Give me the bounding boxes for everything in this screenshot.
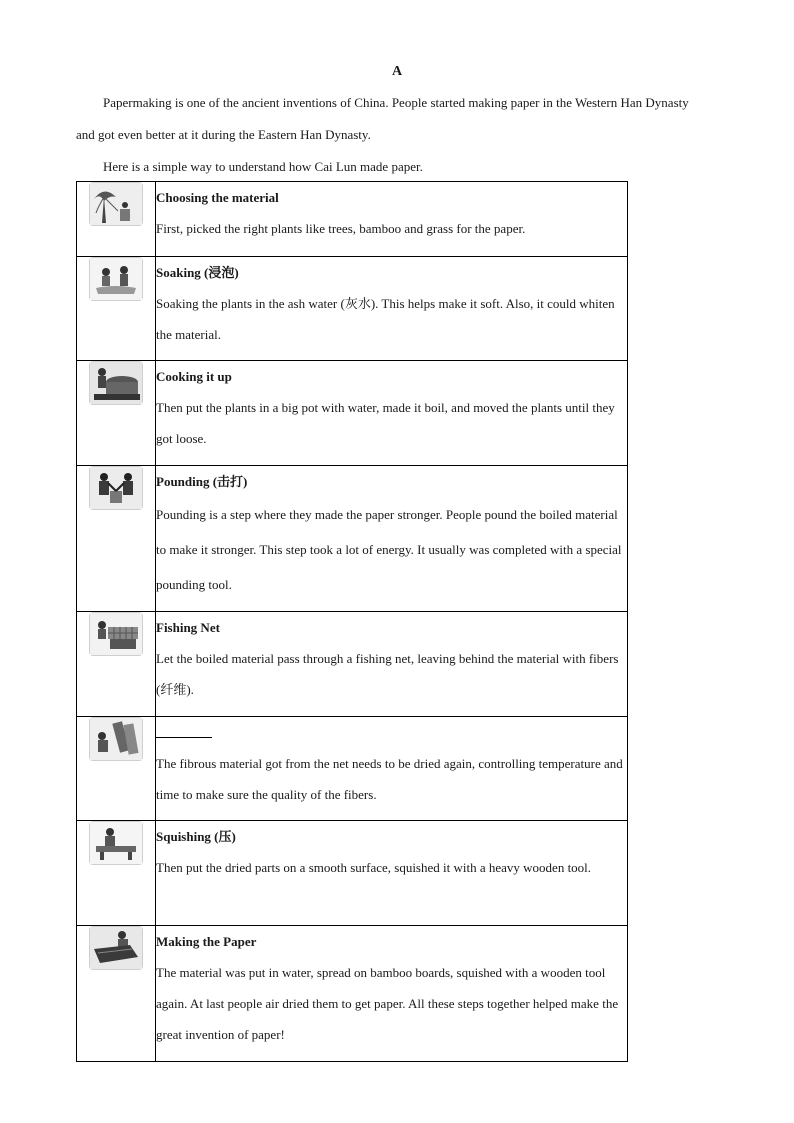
paper-making-illustration-icon [89,926,143,970]
step-title: Choosing the material [156,190,279,205]
step-description: Let the boiled material pass through a fishing net, leaving behind the material with fibers (纤维). [156,651,619,697]
answer-blank[interactable] [156,717,212,738]
pounding-illustration-icon [89,466,143,510]
table-row [77,182,628,257]
cooking-pot-illustration-icon [89,361,143,405]
intro-paragraph-1: Papermaking is one of the ancient inventions of China. People started making paper in the Western Han Dynasty and got even better at it during the Eastern Han Dynasty. [76,95,689,142]
step-title: Soaking (浸泡) [156,265,239,280]
table-row [77,612,628,717]
step-title: Cooking it up [156,369,232,384]
step-description: Then put the plants in a big pot with water, made it boil, and moved the plants until they got loose. [156,400,615,446]
steps-table [76,181,628,1062]
table-row [77,361,628,466]
step-description: Pounding is a step where they made the paper stronger. People pound the boiled material to make it stronger. This step took a lot of energy. It usually was completed with a special pounding tool. [156,507,622,592]
section-letter: A [391,64,403,79]
step-description: The fibrous material got from the net needs to be dried again, controlling temperature and time to make sure the quality of the fibers. [156,756,623,802]
table-row [77,466,628,612]
table-row [77,821,628,926]
step-description: Then put the dried parts on a smooth surface, squished it with a heavy wooden tool. [156,860,592,875]
tree-illustration-icon [89,182,143,226]
table-row [77,926,628,1062]
step-description: The material was put in water, spread on bamboo boards, squished with a wooden tool again. At last people air dried them to get paper. All these steps together helped make the great invention of paper! [156,965,619,1042]
step-title: Fishing Net [156,620,220,635]
soaking-illustration-icon [89,257,143,301]
squishing-illustration-icon [89,821,143,865]
drying-illustration-icon [89,717,143,761]
fishing-net-illustration-icon [89,612,143,656]
step-title: Pounding (击打) [156,474,248,489]
step-description: First, picked the right plants like trees, bamboo and grass for the paper. [156,221,526,236]
intro-paragraph-2: Here is a simple way to understand how Cai Lun made paper. [103,159,423,174]
step-title: Squishing (压) [156,829,236,844]
table-row [77,717,628,821]
table-row [77,257,628,361]
step-title: Making the Paper [156,934,257,949]
step-description: Soaking the plants in the ash water (灰水). This helps make it soft. Also, it could whiten the material. [156,296,615,342]
